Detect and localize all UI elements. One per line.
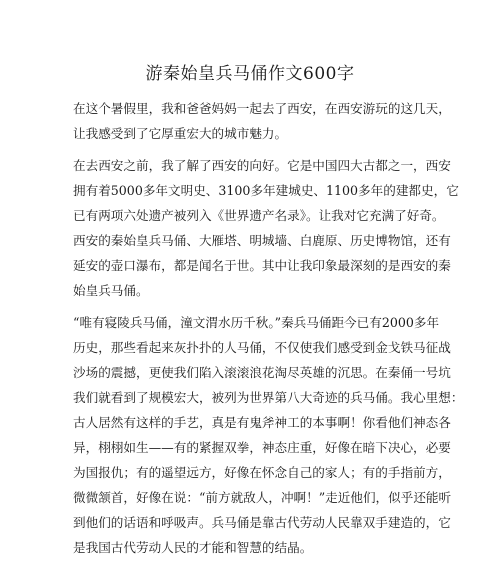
text-line: 始皇兵马俑。: [73, 283, 149, 298]
paragraph: [73, 153, 459, 303]
text-line: “唯有寝陵兵马俑，潼文渭水历千秋。”秦兵马俑距今已有2000多年: [73, 315, 440, 330]
text-line: 微微颔首，好像在说：“前方就敌人，冲啊！”走近他们，似乎还能听: [73, 490, 452, 505]
text-line: 拥有着5000多年文明史、3100多年建城史、1100多年的建都史，它: [73, 183, 459, 198]
text-line: 历史，那些看起来灰扑扑的人马俑，不仅使我们感受到金戈铁马征战: [73, 340, 451, 355]
text-line: 西安的秦始皇兵马俑、大雁塔、明城墙、白鹿原、历史博物馆，还有: [73, 233, 451, 248]
text-line: 在这个暑假里，我和爸爸妈妈一起去了西安，在西安游玩的这几天，: [73, 101, 451, 116]
text-line: 沙场的震撼，更使我们陷入滚滚浪花淘尽英雄的沉思。在秦俑一号坑: [73, 365, 451, 380]
paragraph: [73, 96, 451, 146]
paragraph: [73, 310, 464, 560]
text-line: 已有两项六处遗产被列入《世界遗产名录》。让我对它充满了好奇。: [73, 208, 445, 223]
paragraph-gap: [73, 146, 423, 153]
text-line: 是我国古代劳动人民的才能和智慧的结晶。: [73, 540, 313, 555]
text-line: 延安的壶口瀑布，都是闻名于世。其中让我印象最深刻的是西安的秦: [73, 258, 451, 273]
text-line: 为国报仇；有的遥望远方，好像在怀念自己的家人；有的手指前方，: [73, 465, 451, 480]
paragraph-gap: [73, 303, 423, 310]
text-line: 我们就看到了规模宏大，被列为世界第八大奇迹的兵马俑。我心里想：: [73, 390, 464, 405]
text-line: 到他们的话语和呼吸声。兵马俑是靠古代劳动人民靠双手建造的，它: [73, 515, 451, 530]
text-line: 在去西安之前，我了解了西安的向好。它是中国四大古都之一，西安: [73, 158, 451, 173]
document-body: [73, 96, 464, 560]
document-title: 游秦始皇兵马俑作文600字: [145, 64, 355, 84]
text-line: 让我感受到了它厚重宏大的城市魅力。: [73, 126, 288, 141]
text-line: 古人居然有这样的手艺，真是有鬼斧神工的本事啊！你看他们神态各: [73, 415, 451, 430]
text-line: 异，栩栩如生——有的紧握双拳，神态庄重，好像在暗下决心，必要: [73, 440, 451, 455]
